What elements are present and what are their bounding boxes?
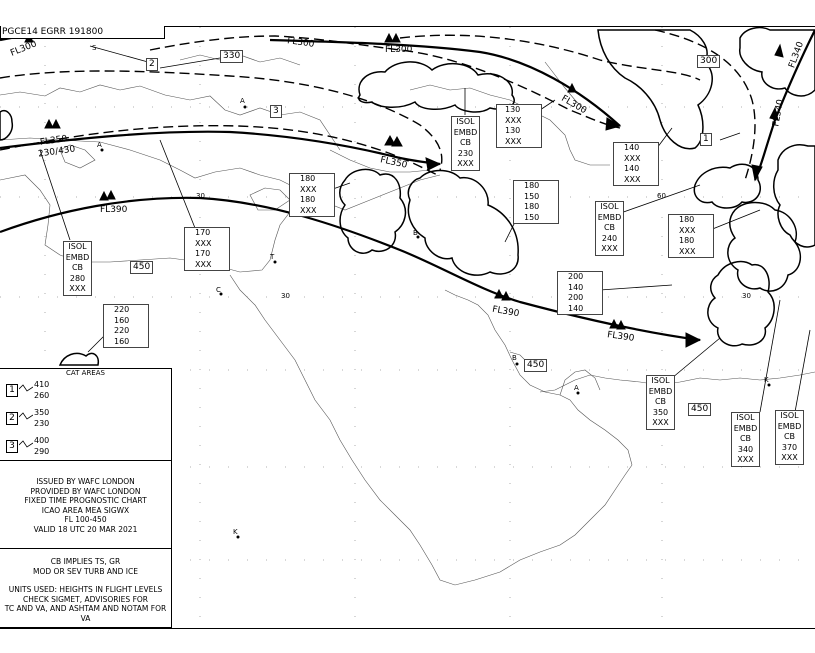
cb-area-2 <box>408 171 518 276</box>
cat-area-marker: 1 <box>700 133 712 146</box>
jet-markers <box>25 34 783 347</box>
place-label: A <box>97 141 102 149</box>
turbulence-icon <box>19 383 33 393</box>
cat-area-entry: 3 400 290 <box>6 435 66 457</box>
cb-info-box: ISOL EMBD CB 370 XXX <box>775 410 804 465</box>
cb-info-box: ISOL EMBD CB 350 XXX <box>646 375 675 430</box>
place-label: A <box>240 97 245 105</box>
cb-info-box: ISOL EMBD CB 280 XXX <box>63 241 92 296</box>
cat-area-marker: 3 <box>270 105 282 118</box>
cb-area-8 <box>740 28 815 96</box>
cb-area-11 <box>60 353 98 365</box>
jet-label-fl300: FL300 <box>559 93 589 117</box>
place-label: B <box>413 229 418 237</box>
chart-header: PGCE14 EGRR 191800 <box>0 26 165 39</box>
cat-areas-legend <box>0 369 171 461</box>
cb-area-10 <box>0 111 12 140</box>
tropopause-height: 450 <box>688 403 711 416</box>
turbulence-icon <box>19 411 33 421</box>
place-label: B <box>512 354 517 362</box>
turbulence-icing-box: 180 150 180 150 <box>513 180 559 224</box>
turbulence-icon <box>19 439 33 449</box>
cat-areas-title: CAT AREAS <box>66 369 105 377</box>
jet-depth-label: 230/430 <box>37 144 76 160</box>
place-label: K <box>764 376 769 384</box>
tropopause-height: 300 <box>697 55 720 68</box>
cb-info-box: ISOL EMBD CB 230 XXX <box>451 116 480 171</box>
turbulence-icing-box: 130 XXX 130 XXX <box>496 104 542 148</box>
cb-area-5 <box>694 164 760 208</box>
grid-label: 60 <box>657 192 666 200</box>
tropopause-height: 450 <box>524 359 547 372</box>
place-label: A <box>574 384 579 392</box>
turbulence-icing-box: 200 140 200 140 <box>557 271 603 315</box>
place-label: C <box>216 286 221 294</box>
jet-label-fl300: FL300 <box>9 39 39 59</box>
jet-fl300 <box>270 40 620 126</box>
turbulence-icing-box: 220 160 220 160 <box>103 304 149 348</box>
jet-label-fl390: FL390 <box>100 205 128 215</box>
jet-label-fl350: FL350 <box>379 155 409 171</box>
place-label: T <box>270 253 275 261</box>
cat-area-entry: 2 350 230 <box>6 407 66 429</box>
tropopause-height: 330 <box>220 50 243 63</box>
cat-area-entry: 1 410 260 <box>6 379 66 401</box>
jet-label-fl390: FL390 <box>606 330 635 344</box>
chart-legend <box>0 368 172 628</box>
jet-label-fl300: FL300 <box>385 45 413 55</box>
cat-area-marker: 2 <box>146 58 158 71</box>
cb-info-box: ISOL EMBD CB 340 XXX <box>731 412 760 467</box>
jet-solid <box>0 28 815 340</box>
cb-info-box: ISOL EMBD CB 240 XXX <box>595 201 624 256</box>
place-label: K <box>233 528 238 536</box>
grid-label: 30 <box>281 292 290 300</box>
jet-label-fl390: FL390 <box>491 304 521 320</box>
turbulence-icing-box: 140 XXX 140 XXX <box>613 142 659 186</box>
cb-area-1 <box>359 62 514 112</box>
cb-area-9 <box>728 203 801 292</box>
cb-area-7 <box>708 262 774 346</box>
jet-label-fl340: FL340 <box>787 40 807 70</box>
tropopause-height: 450 <box>130 261 153 274</box>
issuer-info: ISSUED BY WAFC LONDON PROVIDED BY WAFC LONDON FIXED TIME PROGNOSTIC CHART ICAO AREA MEA SIGWX FL 100-450 VALID 18 UTC 20 MAR 2021 <box>0 461 171 549</box>
place-label: S <box>92 44 97 52</box>
cb-area-6 <box>774 145 815 247</box>
turbulence-icing-box: 180 XXX 180 XXX <box>668 214 714 258</box>
turbulence-icing-box: 170 XXX 170 XXX <box>184 227 230 271</box>
chart-notes: CB IMPLIES TS, GR MOD OR SEV TURB AND ICE UNITS USED: HEIGHTS IN FLIGHT LEVELS CHECK SIGMET, ADVISORIES FOR TC AND VA, AND ASHTAM AND NOTAM FOR VA <box>4 557 167 623</box>
jet-label-fl300: FL300 <box>286 36 315 50</box>
grid-label: 30 <box>742 292 751 300</box>
grid-label: 30 <box>196 192 205 200</box>
turbulence-icing-box: 180 XXX 180 XXX <box>289 173 335 217</box>
cb-area-4 <box>598 30 712 149</box>
jet-label-fl340: FL340 <box>771 98 786 128</box>
cb-area-3 <box>340 169 406 253</box>
jet-label-fl350: FL350 <box>39 134 68 148</box>
